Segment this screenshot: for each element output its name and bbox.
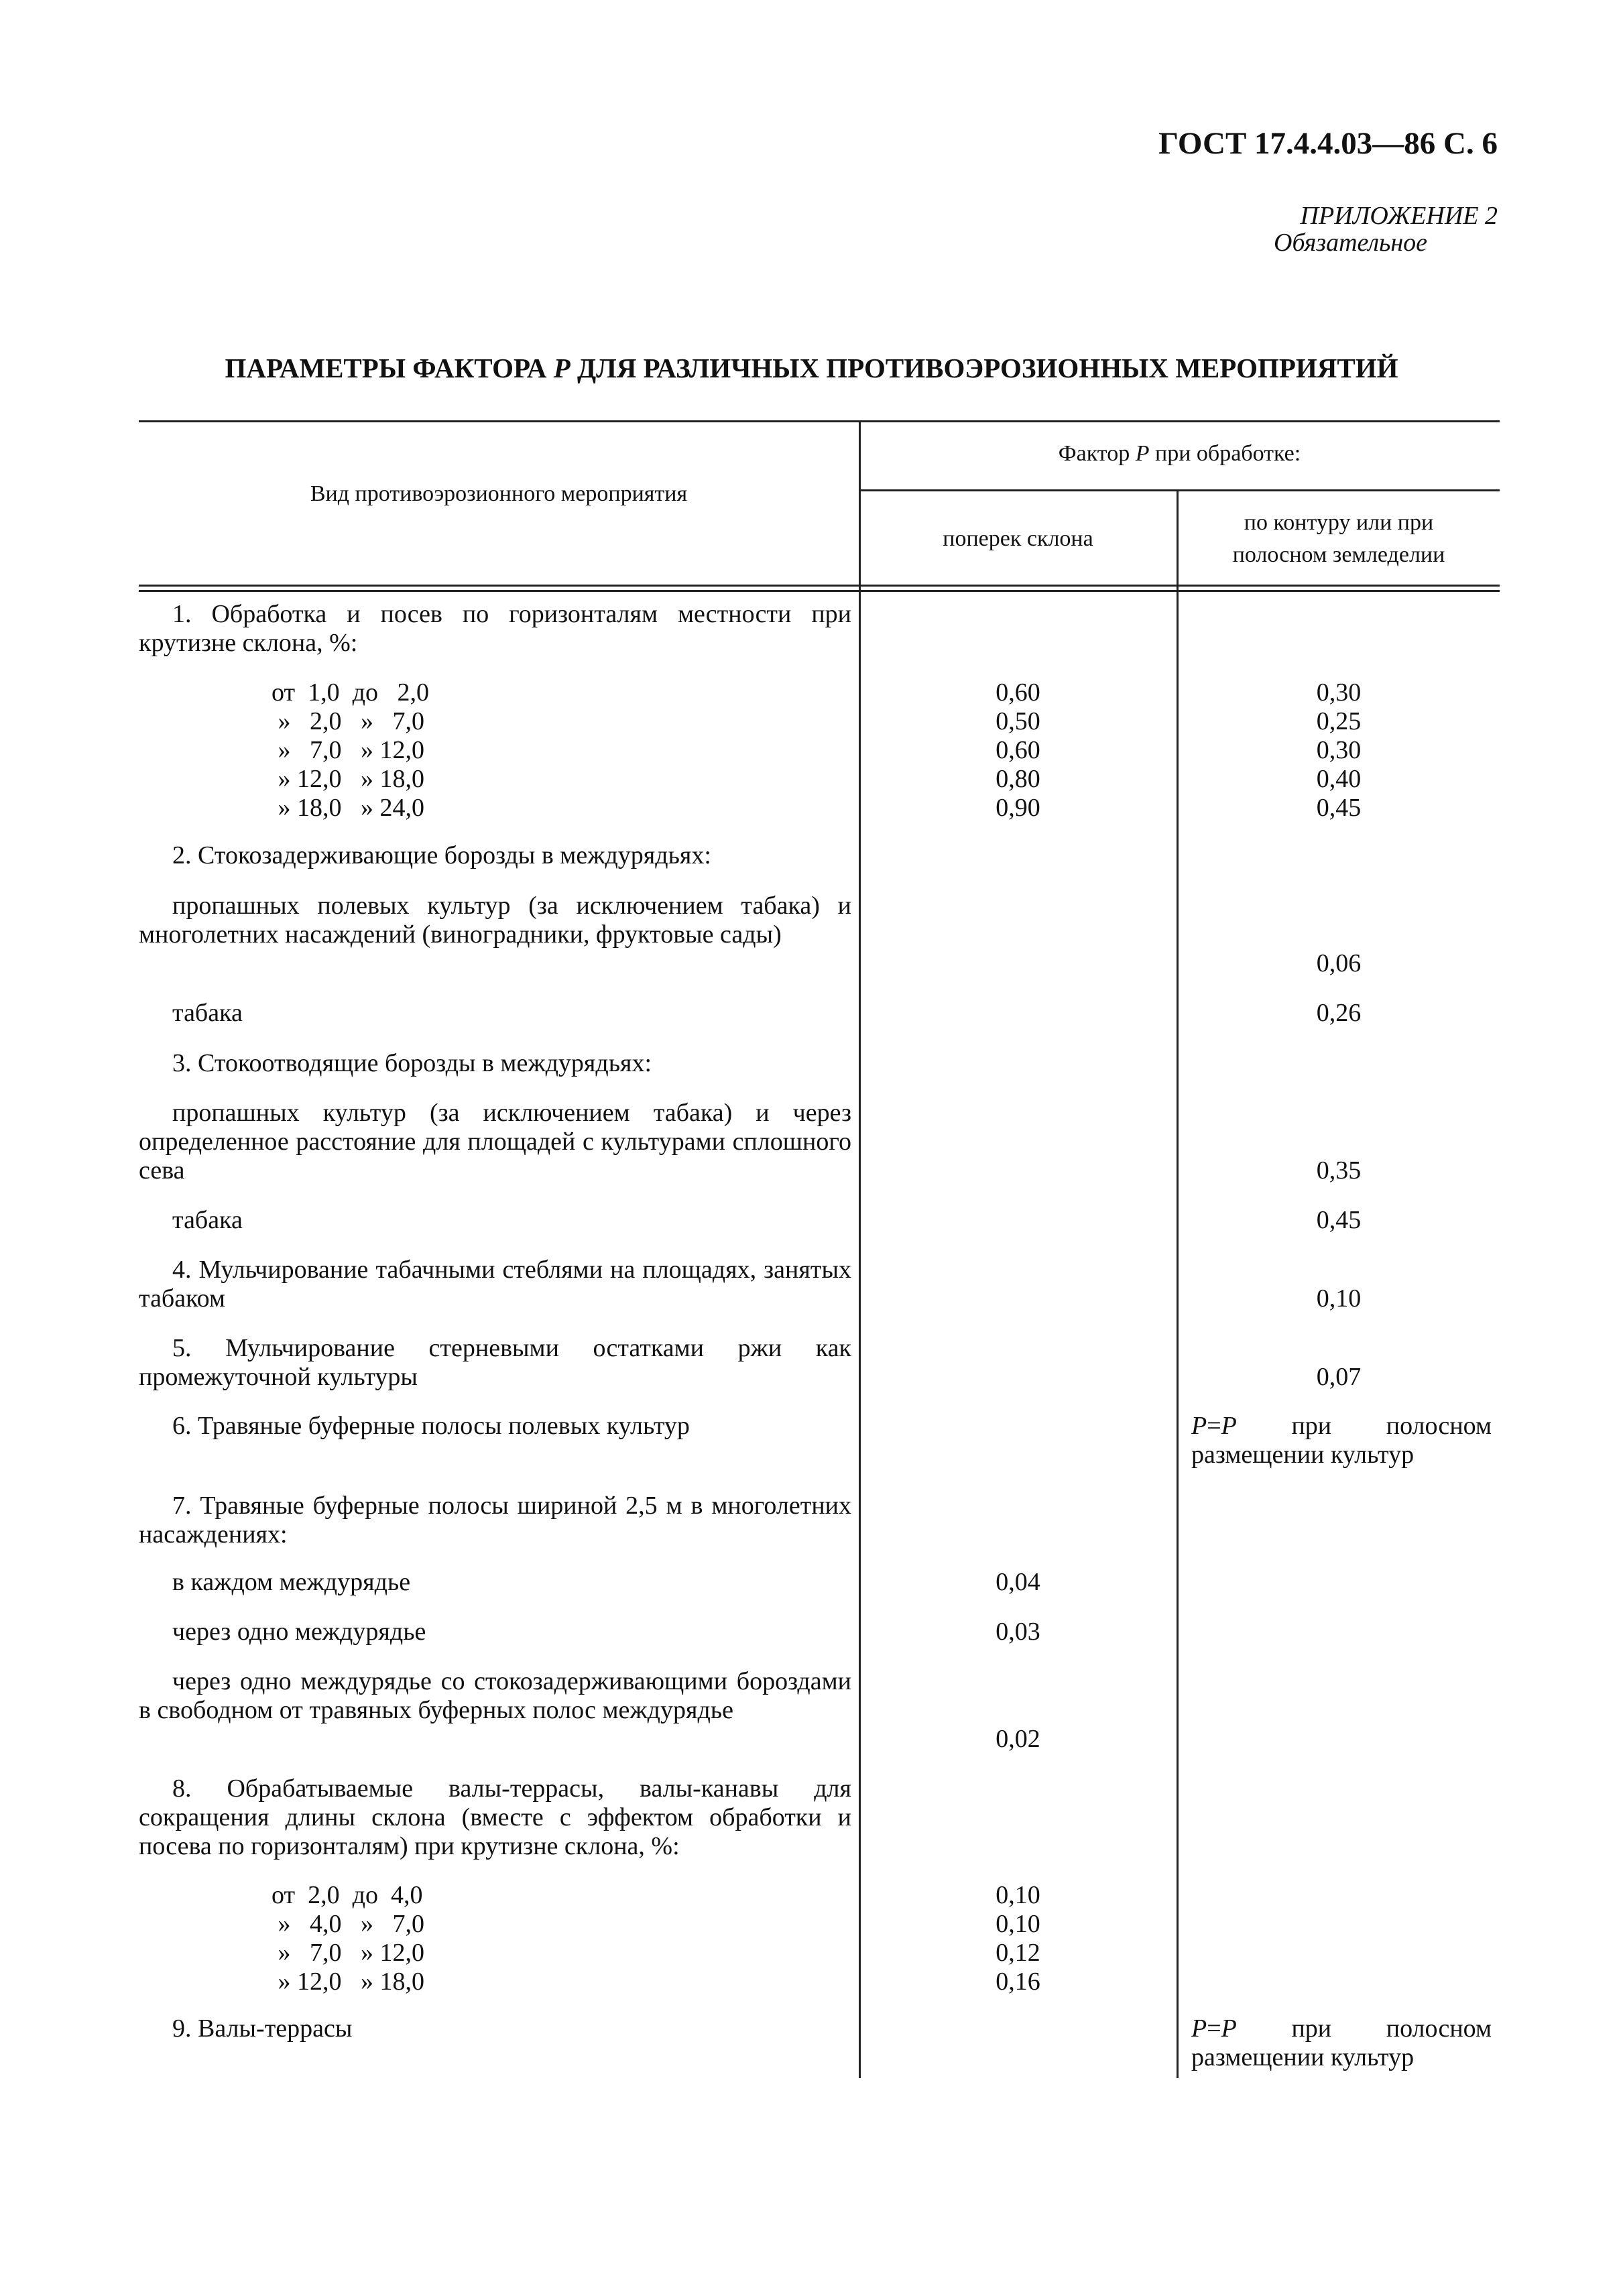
row-6-contour: P=P при полосном размещении культур [1191,1412,1492,1469]
value-cell: 0,12 [996,1939,1040,1967]
header-measure-type: Вид противоэрозионного мероприятия [310,481,688,506]
range-item: » 7,0 » 12,0 [272,736,424,764]
value-cell: 0,50 [996,707,1040,735]
title-part-1: ПАРАМЕТРЫ ФАКТОРА [225,353,547,383]
row-5-contour: 0,07 [1316,1363,1362,1391]
row-1-contour-values [1178,678,1500,823]
header-across-slope: поперек склона [943,526,1093,551]
value-cell: 0,90 [996,794,1040,822]
appendix-status: Обязательное [1274,229,1428,257]
row-9-text: 9. Валы-террасы [172,2014,353,2043]
value-cell: 0,60 [996,736,1040,764]
row-3-text: 3. Стокоотводящие борозды в междурядьях: [172,1049,652,1077]
document-title [0,352,1623,384]
value-cell: 0,60 [996,678,1040,707]
row-7-text: 7. Травяные буферные полосы шириной 2,5 м в многолетних насаждениях: [139,1492,851,1549]
row-9-contour: P=P при полосном размещении культур [1191,2014,1492,2071]
range-item: от 2,0 до 4,0 [272,1881,423,1909]
appendix-label: ПРИЛОЖЕНИЕ 2 [1300,202,1498,230]
row-7b-text: через одно междурядье [172,1618,426,1646]
row-7c-text: через одно междурядье со стокозадерживающими бороздами в свободном от травяных буферных полос междурядье [139,1667,851,1724]
range-item: » 4,0 » 7,0 [272,1910,424,1938]
range-item: от 1,0 до 2,0 [272,678,429,707]
row-6-text: 6. Травяные буферные полосы полевых культур [172,1412,690,1440]
value-cell: 0,80 [996,765,1040,793]
row-7a-across: 0,04 [996,1568,1040,1596]
range-item: » 2,0 » 7,0 [272,707,424,735]
row-3a-text: пропашных культур (за исключением табака) и через определенное расстояние для площадей с культурами сплошного сева [139,1099,851,1185]
value-cell: 0,25 [1316,707,1362,735]
row-7c-across: 0,02 [996,1725,1040,1753]
range-item: » 12,0 » 18,0 [272,765,424,793]
header-bottom-rule-1 [139,585,1500,587]
value-cell: 0,10 [996,1910,1040,1938]
row-3b-contour: 0,45 [1316,1206,1362,1234]
value-cell: 0,16 [996,1968,1040,1996]
column-divider-1 [859,420,861,2078]
title-part-2: ДЛЯ РАЗЛИЧНЫХ ПРОТИВОЭРОЗИОННЫХ МЕРОПРИЯТИЙ [577,353,1398,383]
table-top-rule [139,420,1500,422]
value-cell: 0,10 [996,1881,1040,1909]
document-code: ГОСТ 17.4.4.03—86 С. 6 [1158,126,1498,161]
range-item: » 18,0 » 24,0 [272,794,424,822]
row-7a-text: в каждом междурядье [172,1568,411,1596]
row-1-text: 1. Обработка и посев по горизонталям местности при крутизне склона, %: [139,600,851,657]
row-3b-text: табака [172,1206,243,1234]
row-8-text: 8. Обрабатываемые валы-террасы, валы-канавы для сокращения длины склона (вместе с эффектом обработки и посева по горизонталям) при крутизне склона, %: [139,1774,851,1860]
header-bottom-rule-2 [139,590,1500,592]
row-5-text: 5. Мульчирование стерневыми остатками ржи как промежуточной культуры [139,1334,851,1391]
range-item: » 12,0 » 18,0 [272,1968,424,1996]
row-4-text: 4. Мульчирование табачными стеблями на площадях, занятых табаком [139,1256,851,1313]
row-2a-contour: 0,06 [1316,949,1362,977]
header-sub-rule [859,489,1500,491]
row-2b-text: табака [172,999,243,1027]
row-2-text: 2. Стокозадерживающие борозды в междурядьях: [172,841,711,869]
row-7b-across: 0,03 [996,1618,1040,1646]
row-4-contour: 0,10 [1316,1284,1362,1313]
row-3a-contour: 0,35 [1316,1156,1362,1185]
row-1-across-values [859,678,1177,823]
row-2b-contour: 0,26 [1316,999,1362,1027]
title-symbol: P [553,353,570,383]
header-contour: по контуру или при полосном земледелии [1232,510,1445,567]
value-cell: 0,30 [1316,678,1362,707]
range-item: » 7,0 » 12,0 [272,1939,424,1967]
header-factor: Фактор P при обработке: [1058,441,1301,466]
row-8-across-values [859,1881,1177,1996]
value-cell: 0,40 [1316,765,1362,793]
value-cell: 0,30 [1316,736,1362,764]
value-cell: 0,45 [1316,794,1362,822]
row-2a-text: пропашных полевых культур (за исключением табака) и многолетних насаждений (виноградники, фруктовые сады) [139,892,851,949]
